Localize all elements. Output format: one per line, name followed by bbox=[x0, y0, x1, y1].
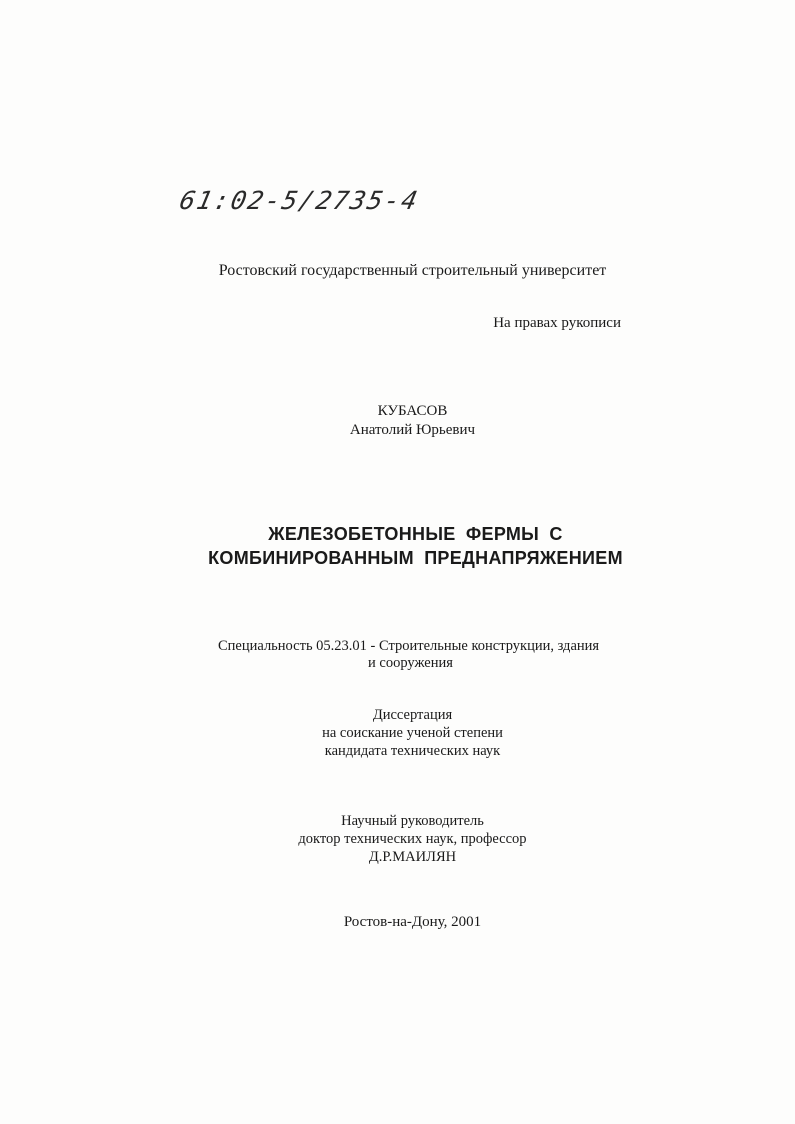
specialty-line-2: и сооружения bbox=[368, 655, 453, 671]
handwritten-catalog-code: 61:02-5/2735-4 bbox=[176, 186, 422, 215]
author-block bbox=[0, 402, 795, 440]
author-surname: КУБАСОВ bbox=[377, 403, 448, 419]
title-line-2: КОМБИНИРОВАННЫМ ПРЕДНАПРЯЖЕНИЕМ bbox=[208, 548, 623, 568]
dissertation-title bbox=[0, 522, 795, 570]
supervisor-line-3: Д.Р.МАИЛЯН bbox=[368, 849, 457, 865]
dissertation-line-2: на соискание ученой степени bbox=[322, 725, 503, 741]
dissertation-line-1: Диссертация bbox=[372, 707, 453, 723]
specialty-line-1: Специальность 05.23.01 - Строительные конструкции, здания bbox=[218, 638, 600, 654]
title-line-1: ЖЕЛЕЗОБЕТОННЫЕ ФЕРМЫ С bbox=[268, 524, 563, 544]
city-year: Ростов-на-Дону, 2001 bbox=[343, 914, 482, 930]
author-name: Анатолий Юрьевич bbox=[349, 422, 476, 438]
supervisor-block bbox=[0, 812, 795, 866]
dissertation-line-3: кандидата технических наук bbox=[324, 743, 501, 759]
university-name: Ростовский государственный строительный университет bbox=[218, 262, 607, 279]
supervisor-line-2: доктор технических наук, профессор bbox=[298, 831, 527, 847]
dissertation-block bbox=[0, 706, 795, 760]
supervisor-line-1: Научный руководитель bbox=[341, 813, 484, 829]
manuscript-rights-note: На правах рукописи bbox=[493, 315, 621, 331]
